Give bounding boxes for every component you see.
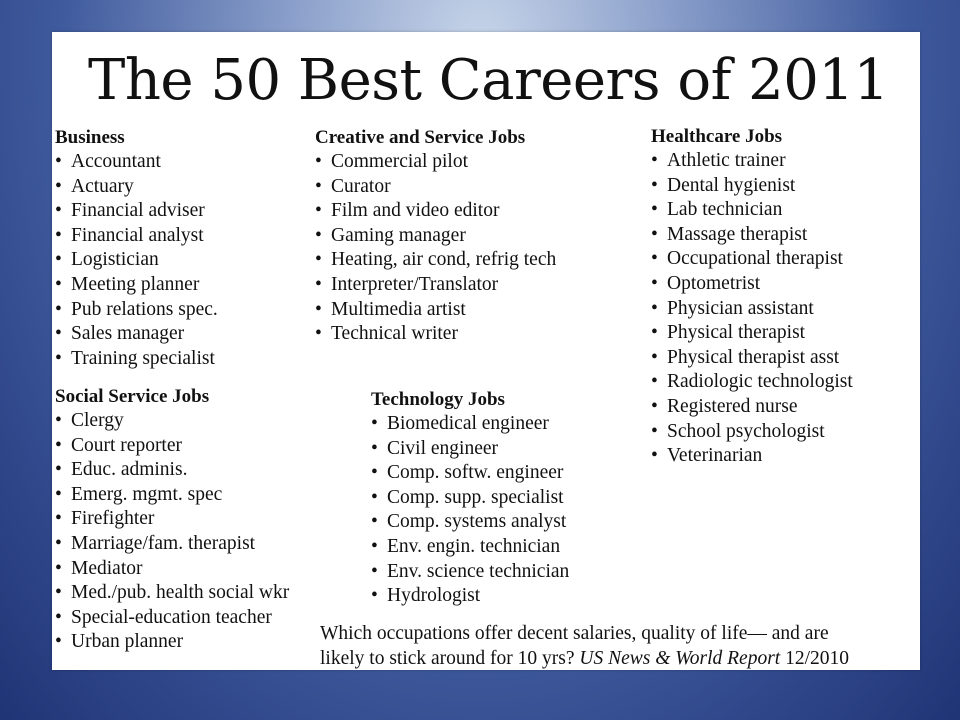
source-date: 12/2010 [785,647,849,669]
bullet: • [55,557,62,579]
job-list [55,409,289,655]
job-title: Firefighter [71,508,155,530]
job-list-item [651,420,853,445]
job-title: Special-education teacher [71,606,272,628]
job-list [371,412,569,609]
job-list-item [651,297,853,322]
job-title: Lab technician [667,199,783,221]
job-title: Occupational therapist [667,248,843,270]
job-title: Financial adviser [71,200,205,222]
bullet: • [651,322,658,344]
job-list-item [55,150,218,175]
job-title: Meeting planner [71,273,200,295]
job-list-item [371,584,569,609]
job-title: Multimedia artist [331,298,466,320]
job-title: Athletic trainer [667,150,786,171]
job-list-item [651,370,853,395]
job-title: Training specialist [71,347,215,369]
bullet: • [371,585,378,607]
job-title: Curator [331,175,391,197]
job-list-item [315,199,556,224]
bullet: • [651,248,658,270]
job-title: Mediator [71,557,143,579]
job-list-item [651,223,853,248]
bullet: • [651,297,658,319]
group-heading: Healthcare Jobs [651,126,783,147]
job-list-item [55,248,218,273]
page-title: The 50 Best Careers of 2011 [88,48,889,113]
job-list-item [55,175,218,200]
job-list-item [55,273,218,298]
bullet: • [315,249,322,271]
bullet: • [55,532,62,554]
job-list-item [55,409,289,434]
job-title: Radiologic technologist [667,371,853,393]
job-title: Hydrologist [387,585,481,607]
job-list-item [315,224,556,249]
bullet: • [651,150,658,171]
bullet: • [55,606,62,628]
bullet: • [315,224,322,246]
bullet: • [55,323,62,345]
job-list-item [315,273,556,298]
group-social-service [55,385,289,655]
job-list-item [55,507,289,532]
job-list-item [55,224,218,249]
job-title: Logistician [71,249,159,271]
bullet: • [315,323,322,345]
job-list-item [651,247,853,272]
job-list-item [371,486,569,511]
group-heading: Social Service Jobs [55,386,210,407]
bullet: • [651,420,658,442]
bullet: • [55,151,62,172]
source-note-line2: likely to stick around for 10 yrs? [320,647,575,669]
bullet: • [55,459,62,481]
job-title: Comp. softw. engineer [387,462,564,484]
group-heading: Technology Jobs [371,389,505,410]
source-note-line1: Which occupations offer decent salaries, quality of life— and are [320,623,829,644]
job-list-item [651,149,853,174]
bullet: • [55,273,62,295]
job-list-item [55,630,289,655]
job-list [55,150,218,371]
bullet: • [651,346,658,368]
job-title: Registered nurse [667,395,798,417]
bullet: • [315,175,322,197]
group-heading: Business [55,127,125,148]
job-title: Env. engin. technician [387,535,561,557]
bullet: • [371,462,378,484]
bullet: • [371,511,378,533]
job-title: Pub relations spec. [71,298,218,320]
job-list-item [55,298,218,323]
job-list-item [651,321,853,346]
slide-card [52,32,920,670]
job-list-item [371,535,569,560]
job-list-item [651,346,853,371]
job-list-item [315,298,556,323]
group-heading: Creative and Service Jobs [315,127,526,148]
job-title: Marriage/fam. therapist [71,532,256,554]
job-title: Film and video editor [331,200,500,222]
job-list-item [55,483,289,508]
job-list-item [55,434,289,459]
job-title: Physical therapist [667,322,806,344]
bullet: • [371,437,378,459]
job-list-item [55,347,218,372]
job-title: Comp. systems analyst [387,511,567,533]
job-title: Heating, air cond, refrig tech [331,249,557,271]
job-title: Med./pub. health social wkr [71,582,290,604]
bullet: • [651,272,658,294]
bullet: • [651,199,658,221]
bullet: • [651,223,658,245]
bullet: • [371,560,378,582]
bullet: • [315,200,322,222]
bullet: • [315,273,322,295]
job-title: Civil engineer [387,437,499,459]
job-list-item [371,560,569,585]
job-title: Interpreter/Translator [331,273,499,295]
job-title: Technical writer [331,323,458,345]
job-title: Clergy [71,410,124,431]
job-title: Biomedical engineer [387,413,549,434]
bullet: • [651,371,658,393]
job-list-item [651,444,853,469]
bullet: • [55,298,62,320]
job-title: Gaming manager [331,224,466,246]
job-title: Comp. supp. specialist [387,486,564,508]
job-list-item [371,461,569,486]
job-list-item [315,248,556,273]
job-list-item [651,395,853,420]
group-creative-service [315,126,556,347]
job-list-item [371,412,569,437]
job-list-item [55,532,289,557]
bullet: • [55,200,62,222]
job-title: Optometrist [667,272,761,294]
bullet: • [651,395,658,417]
bullet: • [55,224,62,246]
bullet: • [55,508,62,530]
job-title: Accountant [71,151,161,172]
job-list [651,149,853,469]
job-title: Emerg. mgmt. spec [71,483,223,505]
bullet: • [371,535,378,557]
job-title: Financial analyst [71,224,204,246]
job-title: Sales manager [71,323,185,345]
job-list-item [55,458,289,483]
job-list-item [55,557,289,582]
job-list-item [55,581,289,606]
job-title: Dental hygienist [667,174,796,196]
bullet: • [315,151,322,172]
source-note [320,622,849,671]
job-list-item [651,272,853,297]
bullet: • [651,445,658,467]
job-title: Env. science technician [387,560,570,582]
job-list-item [371,437,569,462]
job-list [315,150,556,347]
job-title: Physical therapist asst [667,346,840,368]
job-title: School psychologist [667,420,825,442]
bullet: • [55,410,62,431]
job-title: Educ. adminis. [71,459,188,481]
source-publication: US News & World Report [579,647,781,669]
bullet: • [371,486,378,508]
bullet: • [315,298,322,320]
group-technology [371,388,569,609]
job-title: Actuary [71,175,134,197]
bullet: • [55,347,62,369]
job-list-item [55,199,218,224]
job-list-item [315,322,556,347]
job-title: Court reporter [71,434,183,456]
job-title: Commercial pilot [331,151,469,172]
job-title: Veterinarian [667,445,763,467]
job-list-item [315,175,556,200]
job-title: Physician assistant [667,297,814,319]
bullet: • [55,631,62,653]
job-list-item [371,510,569,535]
job-list-item [651,174,853,199]
job-title: Massage therapist [667,223,808,245]
job-title: Urban planner [71,631,184,653]
job-list-item [55,606,289,631]
group-business [55,126,218,371]
bullet: • [651,174,658,196]
bullet: • [55,582,62,604]
job-list-item [315,150,556,175]
group-healthcare [651,125,853,469]
bullet: • [55,483,62,505]
bullet: • [55,175,62,197]
bullet: • [55,249,62,271]
job-list-item [55,322,218,347]
bullet: • [55,434,62,456]
bullet: • [371,413,378,434]
job-list-item [651,198,853,223]
